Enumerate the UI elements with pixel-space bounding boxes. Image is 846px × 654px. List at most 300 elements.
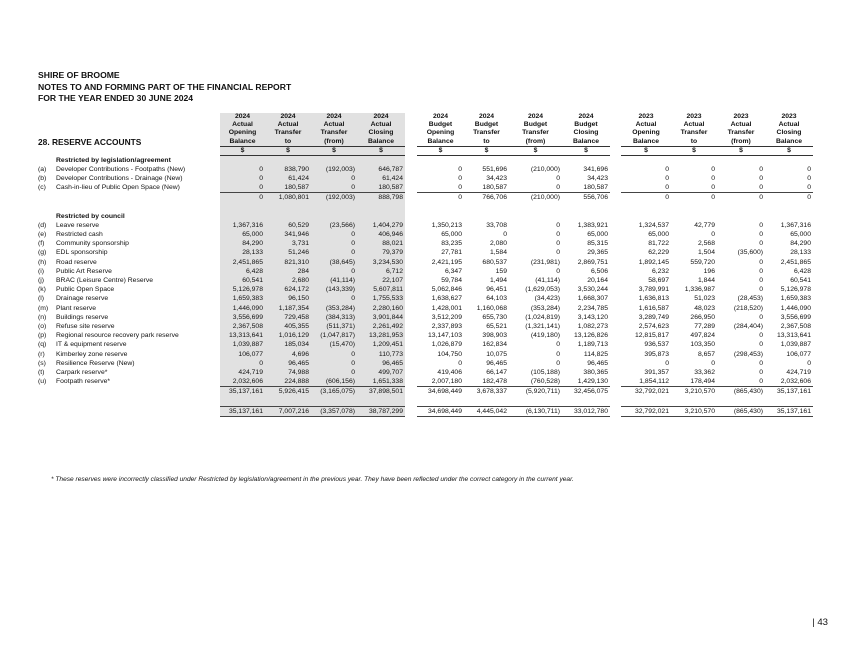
amount-cell: 1,187,354	[265, 304, 311, 313]
blank-cell	[311, 156, 357, 165]
amount-cell: 4,696	[265, 350, 311, 359]
amount-cell: 13,147,103	[427, 332, 462, 340]
amount-cell: 1,428,001	[431, 304, 462, 312]
header-blank	[36, 129, 220, 137]
column-header: 2024	[478, 113, 495, 120]
code-blank	[36, 156, 54, 165]
amount-cell: 60,541	[220, 276, 265, 285]
column-header: Budget	[474, 121, 499, 129]
amount-cell: 0	[556, 341, 560, 349]
column-header: Actual	[635, 121, 657, 129]
amount-cell: 2,421,195	[431, 258, 462, 266]
amount-cell: 1,189,713	[577, 341, 608, 349]
amount-cell: 42,779	[694, 221, 715, 229]
amount-cell: 0	[458, 174, 462, 182]
amount-cell: 1,429,130	[577, 378, 608, 386]
report-subtitle: NOTES TO AND FORMING PART OF THE FINANCIAL REPORT	[38, 81, 292, 92]
unit-label: $	[265, 146, 311, 155]
amount-cell: 96,465	[486, 359, 507, 367]
amount-cell: (15,470)	[311, 340, 357, 349]
blank-cell	[265, 156, 311, 165]
reserve-code: (t)	[38, 368, 45, 376]
reserve-name: Developer Contributions - Drainage (New)	[56, 174, 183, 182]
amount-cell: 0	[556, 184, 560, 192]
table-row	[36, 221, 813, 230]
amount-cell: 1,016,129	[265, 331, 311, 340]
section-heading: Restricted by legislation/agreement	[56, 156, 171, 164]
column-header: Actual	[778, 121, 800, 129]
reserve-name: Drainage reserve	[56, 295, 109, 303]
amount-cell: 110,773	[357, 350, 405, 359]
column-header: 2023	[781, 113, 797, 120]
blank-cell	[765, 156, 813, 165]
amount-cell: 1,446,090	[780, 304, 811, 312]
column-gap	[610, 331, 621, 340]
amount-cell: 104,750	[437, 350, 462, 358]
spacer-cell	[509, 203, 562, 212]
amount-cell: (353,284)	[530, 304, 560, 312]
blank-cell	[509, 156, 562, 165]
amount-cell: 162,834	[482, 341, 507, 349]
amount-cell: 106,077	[786, 350, 811, 358]
column-gap	[405, 113, 417, 121]
amount-cell: 1,350,213	[431, 221, 462, 229]
amount-cell: 34,423	[486, 174, 507, 182]
amount-cell: 65,000	[790, 230, 811, 238]
spacer-cell	[765, 203, 813, 212]
spacer-cell	[357, 397, 405, 407]
reserve-name: Restricted cash	[56, 230, 103, 238]
amount-cell: 1,209,451	[357, 340, 405, 349]
blank-cell	[765, 212, 813, 221]
amount-cell: 395,873	[644, 350, 669, 358]
spacer-cell	[220, 203, 265, 212]
amount-cell: 497,824	[690, 332, 715, 340]
amount-cell: 185,034	[265, 340, 311, 349]
column-gap	[610, 146, 621, 155]
amount-cell: 341,696	[583, 165, 608, 173]
amount-cell: 1,039,887	[220, 340, 265, 349]
amount-cell: 3,289,749	[638, 313, 669, 321]
header-blank	[36, 121, 220, 129]
amount-cell: 0	[458, 359, 462, 367]
amount-cell: (419,180)	[530, 332, 560, 340]
total-cell: (865,430)	[717, 406, 765, 416]
amount-cell: 0	[220, 174, 265, 183]
amount-cell: 0	[665, 165, 669, 173]
amount-cell: 28,133	[790, 249, 811, 257]
amount-cell: 1,844	[697, 276, 715, 284]
spacer-cell	[717, 397, 765, 407]
amount-cell: 48,023	[694, 304, 715, 312]
amount-cell: 0	[711, 230, 715, 238]
header-row	[36, 138, 813, 147]
blank-cell	[671, 212, 717, 221]
amount-cell: 266,950	[690, 313, 715, 321]
column-gap	[610, 230, 621, 239]
section-heading-row	[36, 156, 813, 165]
amount-cell: 1,336,987	[684, 286, 715, 294]
amount-cell: (353,284)	[311, 304, 357, 313]
amount-cell: 34,423	[587, 174, 608, 182]
amount-cell: 1,367,316	[780, 221, 811, 229]
amount-cell: 180,587	[265, 183, 311, 193]
column-gap	[405, 212, 417, 221]
amount-cell: 2,367,508	[220, 322, 265, 331]
unit-label: $	[562, 146, 610, 155]
total-cell: 32,792,021	[621, 406, 671, 416]
column-header: Transfer	[727, 129, 755, 137]
total-cell: 4,445,042	[464, 406, 509, 416]
amount-cell: 0	[311, 174, 357, 183]
reserve-code: (i)	[38, 267, 45, 275]
amount-cell: 1,892,145	[638, 258, 669, 266]
amount-cell: 65,000	[441, 230, 462, 238]
column-header: (from)	[311, 138, 357, 147]
column-header: Opening	[220, 129, 265, 137]
total-cell: 0	[765, 193, 813, 203]
blank-cell	[717, 212, 765, 221]
column-gap	[610, 156, 621, 165]
column-gap	[405, 203, 417, 212]
blank-cell	[509, 212, 562, 221]
spacer-row	[36, 397, 813, 407]
amount-cell: 0	[759, 165, 763, 173]
amount-cell: 96,465	[357, 359, 405, 368]
reserve-accounts-table	[36, 113, 813, 417]
amount-cell: 2,451,865	[780, 258, 811, 266]
amount-cell: 182,478	[482, 378, 507, 386]
amount-cell: 0	[220, 165, 265, 174]
amount-cell: 2,280,160	[357, 304, 405, 313]
table-row	[36, 368, 813, 377]
unit-label: $	[357, 146, 405, 155]
amount-cell: 6,428	[220, 267, 265, 276]
column-gap	[610, 294, 621, 303]
amount-cell: 65,521	[486, 322, 507, 330]
column-header: to	[265, 138, 311, 147]
reserve-name: Resilience Reserve (New)	[56, 359, 135, 367]
amount-cell: 81,722	[648, 240, 669, 248]
amount-cell: 96,465	[587, 359, 608, 367]
amount-cell: 33,708	[486, 221, 507, 229]
amount-cell: 0	[759, 313, 763, 321]
reserve-code: (g)	[38, 249, 47, 257]
amount-cell: 821,310	[265, 258, 311, 267]
column-gap	[405, 193, 417, 203]
reserve-code: (b)	[38, 174, 47, 182]
reserve-code: (q)	[38, 341, 47, 349]
amount-cell: 3,512,209	[431, 313, 462, 321]
amount-cell: (760,528)	[530, 378, 560, 386]
amount-cell: 88,021	[357, 239, 405, 248]
amount-cell: 8,657	[697, 350, 715, 358]
column-header: 2024	[220, 113, 265, 121]
total-cell: (3,357,078)	[311, 406, 357, 416]
reserve-code: (o)	[38, 322, 47, 330]
reserve-code: (r)	[38, 350, 45, 358]
column-gap	[405, 368, 417, 377]
column-header: Transfer	[311, 129, 357, 137]
amount-cell: 13,126,826	[573, 332, 608, 340]
column-gap	[405, 322, 417, 331]
amount-cell: 180,587	[357, 183, 405, 193]
amount-cell: 0	[759, 221, 763, 229]
amount-cell: 0	[311, 368, 357, 377]
column-gap	[405, 138, 417, 147]
amount-cell: 2,574,623	[638, 322, 669, 330]
blank-cell	[717, 156, 765, 165]
amount-cell: 0	[759, 240, 763, 248]
amount-cell: 96,465	[265, 359, 311, 368]
column-gap	[405, 406, 417, 416]
amount-cell: 0	[220, 183, 265, 193]
amount-cell: 79,379	[357, 248, 405, 257]
reserve-name: Plant reserve	[56, 304, 97, 312]
amount-cell: (23,566)	[311, 221, 357, 230]
blank-cell	[464, 212, 509, 221]
amount-cell: 64,103	[486, 295, 507, 303]
column-gap	[610, 165, 621, 174]
table-row	[36, 350, 813, 359]
amount-cell: 3,234,530	[357, 258, 405, 267]
spacer-cell	[417, 203, 464, 212]
amount-cell: (41,114)	[535, 276, 560, 284]
amount-cell: 74,988	[265, 368, 311, 377]
column-gap	[405, 183, 417, 193]
amount-cell: (1,321,141)	[525, 322, 560, 330]
reserve-code: (c)	[38, 184, 46, 192]
column-gap	[405, 304, 417, 313]
column-header: Balance	[572, 137, 600, 145]
amount-cell: (35,600)	[737, 249, 763, 257]
amount-cell: 51,246	[265, 248, 311, 257]
amount-cell: 2,451,865	[220, 258, 265, 267]
column-gap	[610, 377, 621, 387]
unit-label: $	[464, 146, 509, 155]
column-gap	[610, 276, 621, 285]
column-gap	[405, 146, 417, 155]
reserve-name: Road reserve	[56, 258, 97, 266]
header-row	[36, 129, 813, 137]
amount-cell: 103,350	[690, 341, 715, 349]
column-gap	[405, 267, 417, 276]
total-cell: 0	[417, 193, 464, 203]
table-row	[36, 304, 813, 313]
column-gap	[405, 276, 417, 285]
total-cell: 35,137,161	[220, 387, 265, 397]
table-title: 28. RESERVE ACCOUNTS	[38, 137, 142, 147]
reserve-code: (m)	[38, 304, 49, 312]
spacer-cell	[36, 397, 220, 407]
table-body	[36, 156, 813, 417]
column-header: Actual	[730, 121, 752, 129]
amount-cell: (105,188)	[530, 368, 560, 376]
reserve-code: (n)	[38, 313, 47, 321]
amount-cell: 61,424	[357, 174, 405, 183]
amount-cell: 0	[759, 359, 763, 367]
amount-cell: 0	[311, 359, 357, 368]
table-row	[36, 258, 813, 267]
amount-cell: 0	[759, 267, 763, 275]
column-gap	[610, 212, 621, 221]
reserve-code: (h)	[38, 258, 47, 266]
column-gap	[610, 248, 621, 257]
amount-cell: 1,636,813	[638, 295, 669, 303]
blank-cell	[220, 212, 265, 221]
amount-cell: 6,232	[651, 267, 669, 275]
amount-cell: 0	[311, 350, 357, 359]
total-cell: 37,898,501	[357, 387, 405, 397]
amount-cell: 85,315	[587, 240, 608, 248]
column-gap	[405, 285, 417, 294]
amount-cell: 1,584	[489, 249, 507, 257]
amount-cell: 624,172	[265, 285, 311, 294]
amount-cell: (231,981)	[530, 258, 560, 266]
total-cell: 3,210,570	[671, 406, 717, 416]
column-gap	[405, 230, 417, 239]
amount-cell: 1,616,587	[638, 304, 669, 312]
column-gap	[610, 340, 621, 349]
amount-cell: 391,357	[644, 368, 669, 376]
blank-cell	[265, 212, 311, 221]
total-cell: 3,210,570	[671, 387, 717, 397]
spacer-cell	[765, 397, 813, 407]
column-header: 2024	[357, 113, 405, 121]
amount-cell: 0	[807, 165, 811, 173]
amount-cell: 1,755,533	[357, 294, 405, 303]
header-row	[36, 121, 813, 129]
column-header: 2024	[311, 113, 357, 121]
column-header: 2023	[638, 113, 654, 120]
reserve-name: Refuse site reserve	[56, 322, 115, 330]
column-gap	[610, 183, 621, 193]
total-cell: 34,698,449	[417, 406, 464, 416]
amount-cell: 0	[759, 184, 763, 192]
amount-cell: (210,000)	[530, 165, 560, 173]
column-header: Closing	[573, 129, 599, 137]
amount-cell: 1,638,627	[431, 295, 462, 303]
amount-cell: 424,719	[220, 368, 265, 377]
amount-cell: 3,530,244	[577, 286, 608, 294]
column-gap	[610, 267, 621, 276]
amount-cell: 2,007,180	[431, 378, 462, 386]
amount-cell: 6,506	[590, 267, 608, 275]
blank-cell	[357, 212, 405, 221]
amount-cell: 1,160,068	[476, 304, 507, 312]
amount-cell: 559,720	[690, 258, 715, 266]
reserve-code: (e)	[38, 230, 47, 238]
column-header: 2024	[265, 113, 311, 121]
organisation-name: SHIRE OF BROOME	[38, 70, 120, 80]
total-cell: 888,798	[357, 193, 405, 203]
amount-cell: 1,446,090	[220, 304, 265, 313]
spacer-cell	[265, 397, 311, 407]
amount-cell: (28,453)	[737, 295, 763, 303]
reserve-name: IT & equipment reserve	[56, 341, 127, 349]
amount-cell: 5,062,846	[431, 286, 462, 294]
reserve-name: Developer Contributions - Footpaths (New)	[56, 165, 186, 173]
footnote: * These reserves were incorrectly classified under Restricted by legislation/agreement in the previous year. They have been reflected under the correct category in the current year.	[51, 476, 574, 483]
amount-cell: 13,313,641	[776, 332, 811, 340]
amount-cell: 0	[556, 267, 560, 275]
amount-cell: 1,659,383	[220, 294, 265, 303]
amount-cell: (218,520)	[733, 304, 763, 312]
spacer-cell	[621, 203, 671, 212]
total-cell: 33,012,780	[562, 406, 610, 416]
spacer-cell	[509, 397, 562, 407]
reserve-code: (l)	[38, 295, 45, 303]
amount-cell: 22,107	[357, 276, 405, 285]
unit-label: $	[621, 146, 671, 155]
blank-cell	[220, 156, 265, 165]
spacer-row	[36, 203, 813, 212]
column-header: 2024	[432, 113, 449, 120]
column-gap	[405, 156, 417, 165]
spacer-cell	[36, 203, 220, 212]
reserve-name: Regional resource recovery park reserve	[56, 332, 179, 340]
amount-cell: (1,629,053)	[525, 286, 560, 294]
amount-cell: 0	[556, 249, 560, 257]
total-cell: 5,926,415	[265, 387, 311, 397]
column-gap	[610, 313, 621, 322]
amount-cell: 83,235	[441, 240, 462, 248]
column-gap	[405, 331, 417, 340]
amount-cell: 6,347	[444, 267, 462, 275]
amount-cell: 0	[458, 184, 462, 192]
unit-label: $	[220, 146, 265, 155]
reserve-code: (p)	[38, 332, 47, 340]
column-header: Transfer	[265, 129, 311, 137]
units-row	[36, 146, 813, 155]
amount-cell: 2,869,751	[577, 258, 608, 266]
amount-cell: 5,607,811	[357, 285, 405, 294]
page-number: | 43	[812, 617, 828, 628]
column-header: 2023	[686, 113, 702, 120]
total-cell: (865,430)	[717, 387, 765, 397]
total-cell: 0	[220, 193, 265, 203]
blank-cell	[621, 156, 671, 165]
table-row	[36, 313, 813, 322]
amount-cell: 2,568	[697, 240, 715, 248]
amount-cell: 0	[311, 183, 357, 193]
column-header: Balance	[427, 137, 454, 145]
column-gap	[610, 350, 621, 359]
amount-cell: 1,383,921	[577, 221, 608, 229]
spacer-cell	[717, 203, 765, 212]
column-gap	[405, 174, 417, 183]
column-header: 2023	[733, 113, 749, 120]
column-gap	[610, 304, 621, 313]
table-row	[36, 230, 813, 239]
reserve-name: Cash-in-lieu of Public Open Space (New)	[56, 184, 180, 192]
amount-cell: 380,365	[583, 368, 608, 376]
total-cell: (3,165,075)	[311, 387, 357, 397]
code-blank	[36, 212, 54, 221]
amount-cell: 0	[759, 276, 763, 284]
amount-cell: 1,404,279	[357, 221, 405, 230]
spacer-cell	[417, 397, 464, 407]
spacer-cell	[357, 203, 405, 212]
column-gap	[610, 113, 621, 121]
header-blank	[36, 113, 220, 121]
amount-cell: 0	[759, 332, 763, 340]
column-header: (from)	[525, 137, 546, 145]
column-header: Budget	[523, 121, 548, 129]
column-gap	[405, 350, 417, 359]
spacer-cell	[311, 397, 357, 407]
amount-cell: 0	[711, 184, 715, 192]
